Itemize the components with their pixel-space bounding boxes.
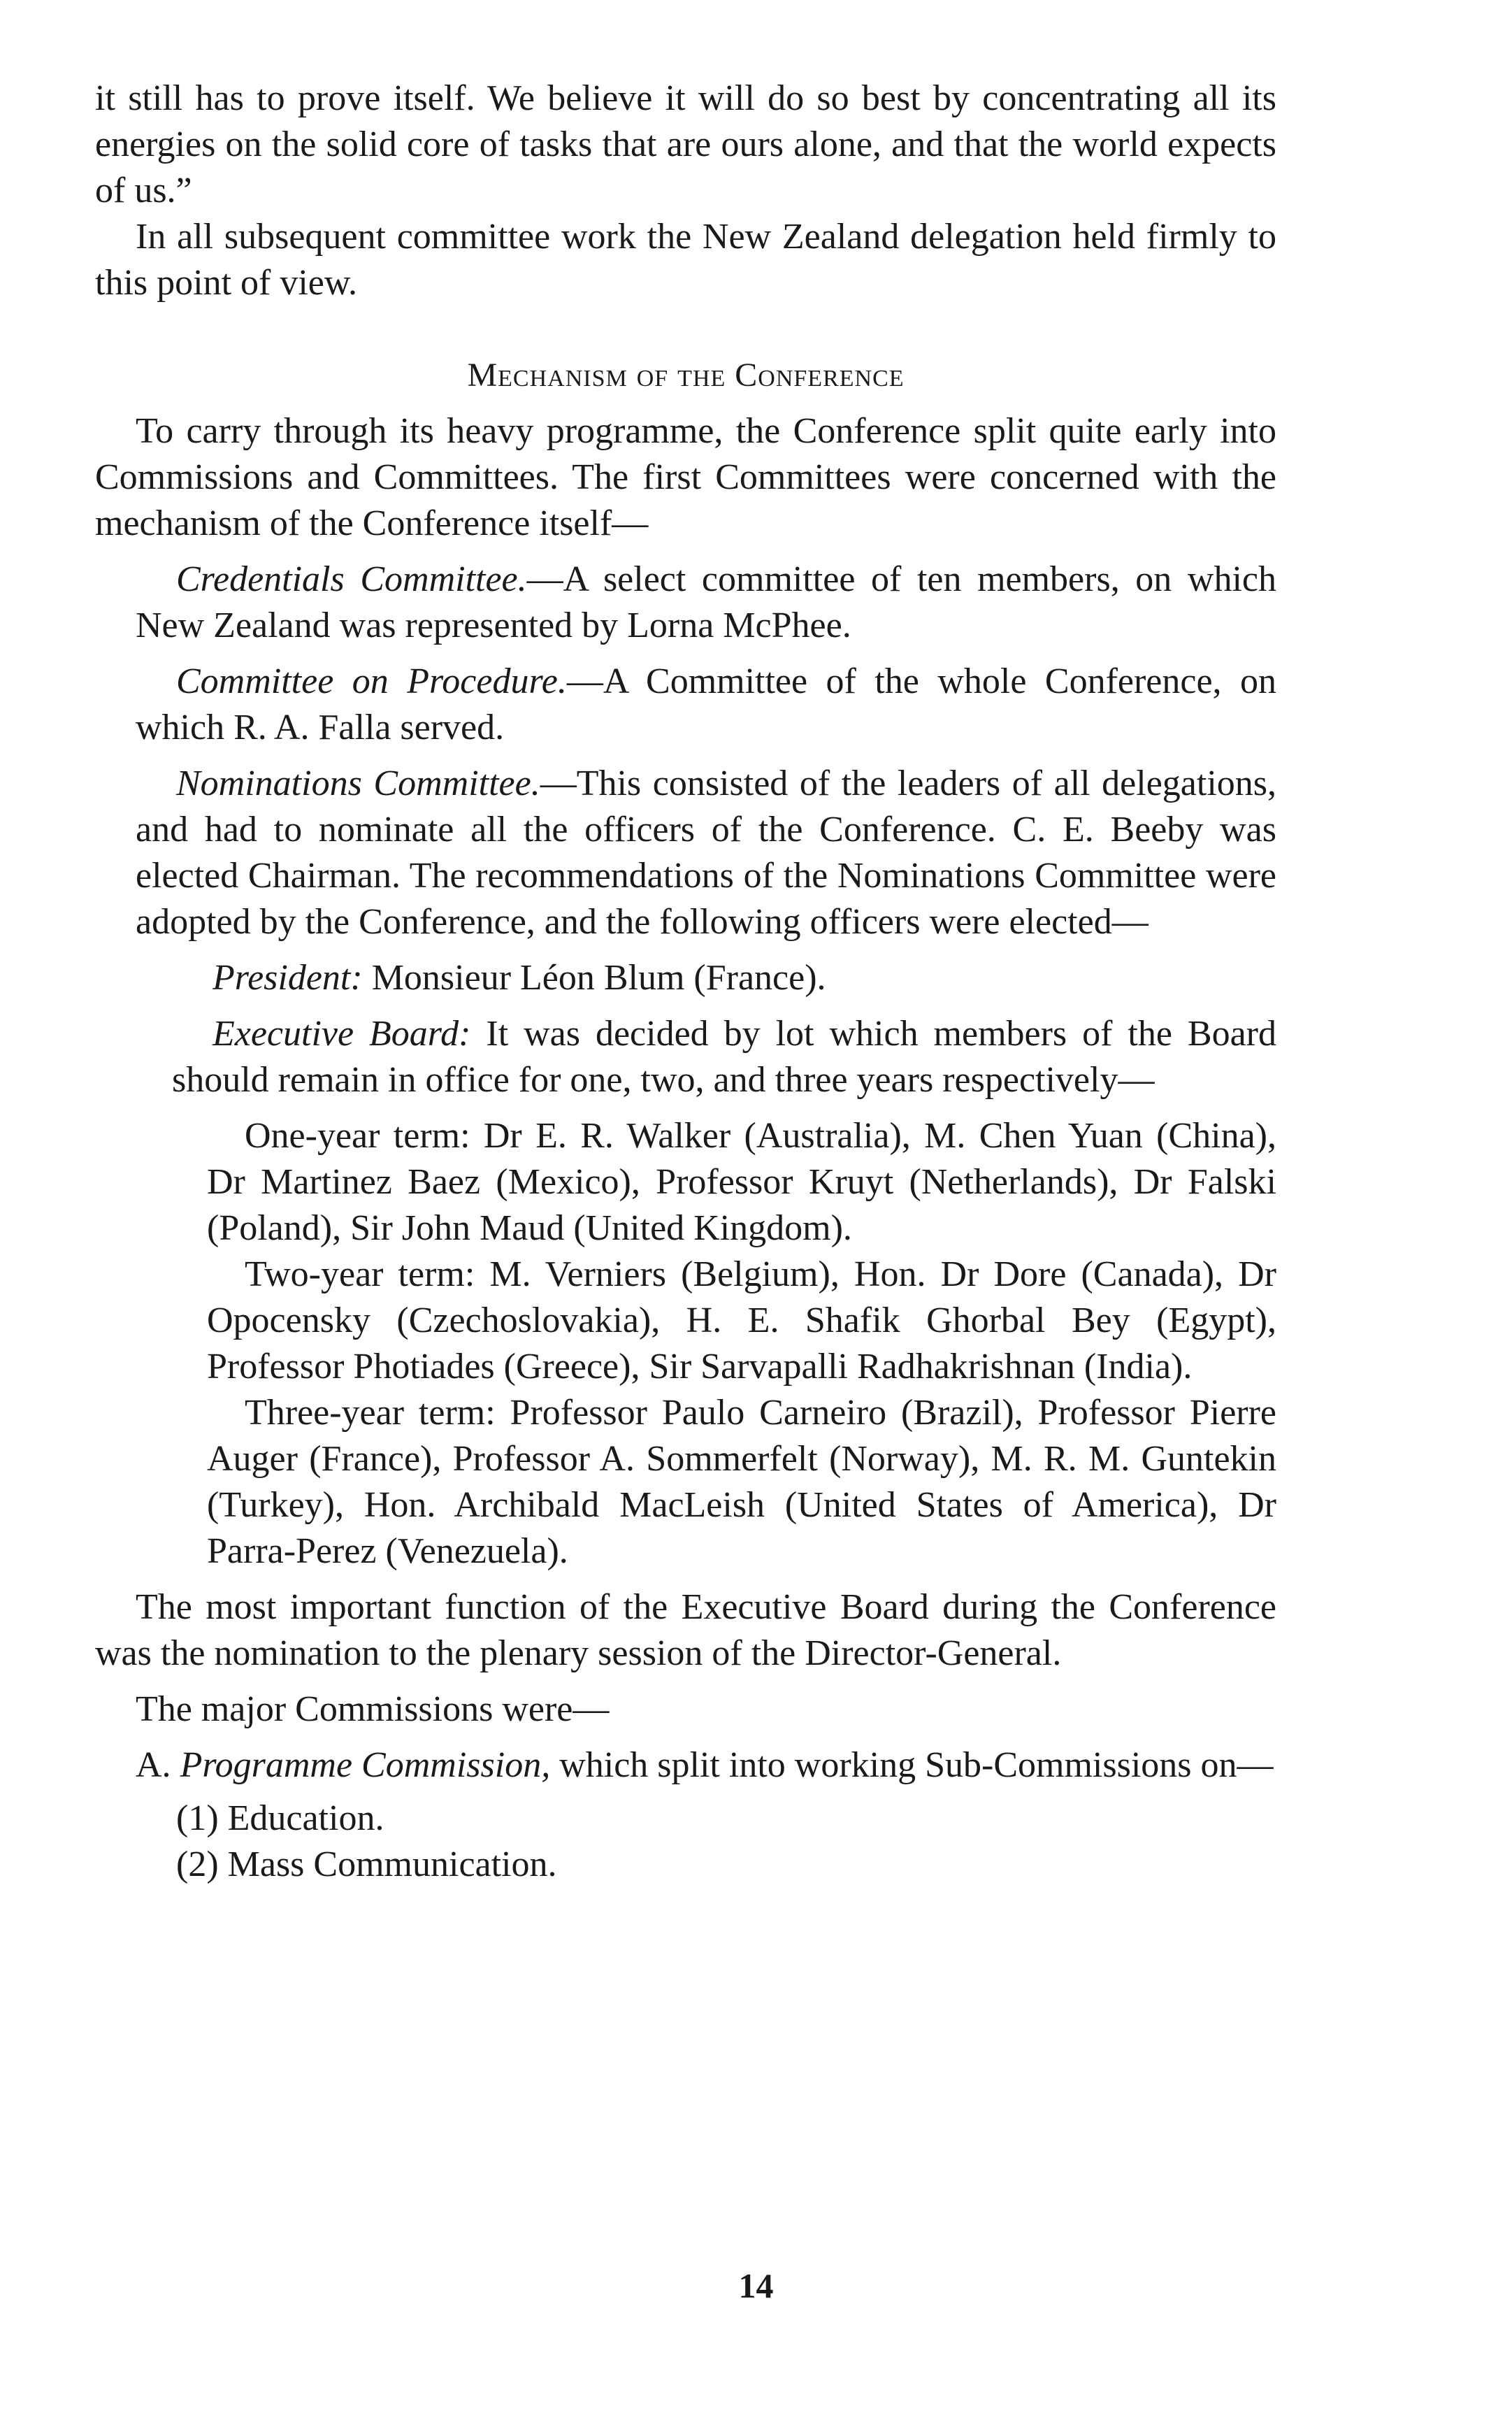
committee-credentials bbox=[136, 557, 1276, 649]
term-one-year: One-year term: Dr E. R. Walker (Australia), M. Chen Yuan (China), Dr Martinez Baez (Mexico), Professor Kruyt (Netherlands), Dr Falski (Poland), Sir John Maud (United Kingdom). bbox=[207, 1116, 1276, 1248]
committees-list bbox=[136, 557, 1276, 945]
president-label: President: bbox=[213, 958, 363, 998]
document-page bbox=[95, 76, 1276, 1888]
programme-text: which split into working Sub-Commissions on— bbox=[550, 1745, 1274, 1785]
committee-text: —A select committee of ten members, on which New Zealand was represented by Lorna McPhee. bbox=[136, 559, 1276, 645]
programme-commission-paragraph bbox=[95, 1742, 1276, 1789]
president-text: Monsieur Léon Blum (France). bbox=[362, 958, 826, 998]
programme-title: Programme Commission, bbox=[180, 1745, 551, 1785]
president-line bbox=[172, 955, 1276, 1001]
terms-block bbox=[207, 1113, 1276, 1575]
function-paragraph: The most important function of the Executive Board during the Conference was the nomination to the plenary session of the Director-General. bbox=[95, 1587, 1276, 1673]
term-three-year: Three-year term: Professor Paulo Carneiro (Brazil), Professor Pierre Auger (France), Professor A. Sommerfelt (Norway), M. R. M. Guntekin (Turkey), Hon. Archibald MacLeish (United States of America), Dr Parra-Perez (Venezuela). bbox=[207, 1393, 1276, 1571]
intro-paragraph-1: it still has to prove itself. We believe it will do so best by concentrating all its energies on the solid core of tasks that are ours alone, and that the world expects of us.” bbox=[95, 78, 1276, 210]
term-two-year: Two-year term: M. Verniers (Belgium), Hon. Dr Dore (Canada), Dr Opocensky (Czechoslovakia), H. E. Shafik Ghorbal Bey (Egypt), Professor Photiades (Greece), Sir Sarvapalli Radhakrishnan (India). bbox=[207, 1254, 1276, 1386]
committee-title: Nominations Committee. bbox=[176, 764, 540, 803]
committee-text: —This consisted of the leaders of all delegations, and had to nominate all the officers of the Conference. C. E. Beeby was elected Chairman. The recommendations of the Nominations Committee were adopted by the Conference, and the following officers were elected— bbox=[136, 764, 1276, 942]
list-item: (1) Education. bbox=[176, 1798, 384, 1838]
committee-nominations bbox=[136, 761, 1276, 945]
executive-text: It was decided by lot which members of the Board should remain in office for one, two, and three years respectively— bbox=[172, 1014, 1276, 1100]
mechanism-paragraph: To carry through its heavy programme, the Conference split quite early into Commissions and Committees. The first Committees were concerned with the mechanism of the Conference itself— bbox=[95, 411, 1276, 543]
committee-title: Committee on Procedure. bbox=[176, 661, 567, 701]
page-number: 14 bbox=[738, 2266, 774, 2305]
executive-board-paragraph bbox=[172, 1011, 1276, 1103]
list-item: (2) Mass Communication. bbox=[176, 1844, 557, 1884]
intro-paragraph-2: In all subsequent committee work the New Zealand delegation held firmly to this point of view. bbox=[95, 217, 1276, 303]
subcommission-list bbox=[176, 1796, 1276, 1888]
section-heading: Mechanism of the Conference bbox=[467, 357, 905, 394]
officers-block bbox=[172, 955, 1276, 1575]
executive-label: Executive Board: bbox=[213, 1014, 471, 1054]
major-commissions-paragraph: The major Commissions were— bbox=[136, 1689, 610, 1729]
committee-procedure bbox=[136, 659, 1276, 751]
committee-text: —A Committee of the whole Conference, on which R. A. Falla served. bbox=[136, 661, 1276, 747]
programme-prefix: A. bbox=[136, 1745, 180, 1785]
committee-title: Credentials Committee. bbox=[176, 559, 527, 599]
